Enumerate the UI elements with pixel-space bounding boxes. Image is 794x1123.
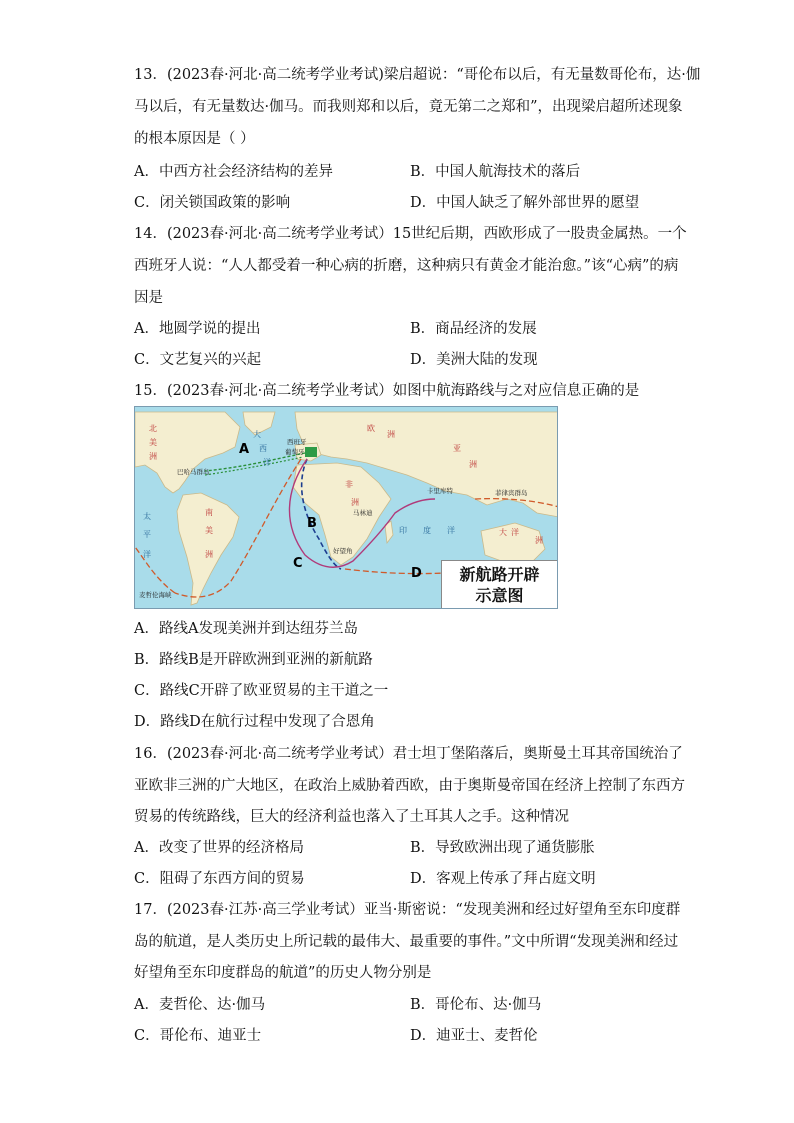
q16-option-c[interactable]: C．阻碍了东西方间的贸易 — [134, 871, 305, 887]
region-indian1: 印 — [399, 526, 407, 535]
region-africa2: 洲 — [351, 498, 359, 507]
region-asia1: 亚 — [453, 444, 461, 453]
region-pacific2: 平 — [143, 530, 151, 539]
place-bahamas: 巴哈马群岛 — [177, 468, 210, 476]
place-spain: 西班牙 — [287, 438, 307, 446]
q16-stem-line1: 16．(2023春·河北·高二统考学业考试）君士坦丁堡陷落后，奥斯曼土耳其帝国统治了 — [134, 746, 683, 762]
route-label-a: A — [239, 442, 250, 457]
q13-option-a[interactable]: A．中西方社会经济结构的差异 — [134, 164, 333, 180]
place-cape: 好望角 — [333, 547, 353, 555]
route-label-d: D — [411, 566, 422, 581]
region-pacific1: 太 — [143, 512, 151, 521]
region-atlantic3: 洋 — [263, 458, 271, 467]
region-atlantic1: 大 — [253, 430, 261, 439]
q14-stem-line1: 14．(2023春·河北·高二统考学业考试）15世纪后期，西欧形成了一股贵金属热。一个 — [134, 226, 687, 242]
q14-option-a[interactable]: A．地圆学说的提出 — [134, 321, 261, 337]
q17-stem-line3: 好望角至东印度群岛的航道”的历史人物分别是 — [134, 965, 432, 981]
place-malindi: 马林迪 — [353, 509, 373, 517]
region-africa1: 非 — [345, 480, 353, 489]
q13-option-b[interactable]: B．中国人航海技术的落后 — [410, 164, 581, 180]
place-portugal: 葡萄牙 — [285, 448, 305, 456]
region-asia2: 洲 — [469, 460, 477, 469]
q15-option-d[interactable]: D．路线D在航行过程中发现了合恩角 — [134, 714, 375, 730]
q14-option-d[interactable]: D．美洲大陆的发现 — [410, 352, 538, 368]
q13-stem-line2: 马以后，有无量数达·伽马。而我则郑和以后，竟无第二之郑和”，出现梁启超所述现象 — [134, 99, 683, 115]
place-calicut: 卡里库特 — [427, 487, 453, 495]
region-oceania1: 大 — [499, 528, 507, 537]
q17-stem-line1: 17．(2023春·江苏·高三学业考试）亚当·斯密说：“发现美洲和经过好望角至东印度群 — [134, 902, 681, 918]
q14-option-c[interactable]: C．文艺复兴的兴起 — [134, 352, 262, 368]
map-caption-line1: 新航路开辟 — [459, 565, 540, 584]
q17-option-c[interactable]: C．哥伦布、迪亚士 — [134, 1028, 262, 1044]
route-label-b: B — [307, 516, 317, 531]
q16-option-a[interactable]: A．改变了世界的经济格局 — [134, 840, 304, 856]
q16-stem-line3: 贸易的传统路线，巨大的经济利益也落入了土耳其人之手。这种情况 — [134, 809, 569, 825]
q15-option-b[interactable]: B．路线B是开辟欧洲到亚洲的新航路 — [134, 652, 373, 668]
iberia-highlight — [305, 447, 317, 457]
q16-option-b[interactable]: B．导致欧洲出现了通货膨胀 — [410, 840, 595, 856]
q16-option-d[interactable]: D．客观上传承了拜占庭文明 — [410, 871, 596, 887]
region-continent2: 洲 — [205, 550, 213, 559]
q14-option-b[interactable]: B．商品经济的发展 — [410, 321, 537, 337]
region-continent1: 洲 — [149, 452, 157, 461]
region-indian2: 度 — [423, 526, 431, 535]
map-caption — [441, 560, 557, 608]
map-caption-line2: 示意图 — [475, 586, 524, 605]
region-indian3: 洋 — [447, 526, 455, 535]
q14-stem-line3: 因是 — [134, 290, 163, 306]
q17-stem-line2: 岛的航道，是人类历史上所记载的最伟大、最重要的事件。”文中所谓“发现美洲和经过 — [134, 934, 679, 950]
place-philippines: 菲律宾群岛 — [495, 489, 528, 497]
q15-stem-line1: 15．(2023春·河北·高二统考学业考试）如图中航海路线与之对应信息正确的是 — [134, 383, 640, 399]
region-america1: 美 — [149, 438, 157, 447]
q17-option-d[interactable]: D．迪亚士、麦哲伦 — [410, 1028, 538, 1044]
region-america2: 美 — [205, 526, 213, 535]
region-europe1: 欧 — [367, 424, 375, 433]
q13-option-d[interactable]: D．中国人缺乏了解外部世界的愿望 — [410, 195, 640, 211]
region-pacific3: 洋 — [143, 550, 151, 559]
q17-option-a[interactable]: A．麦哲伦、达·伽马 — [134, 997, 266, 1013]
q13-option-c[interactable]: C．闭关锁国政策的影响 — [134, 195, 291, 211]
q15-option-a[interactable]: A．路线A发现美洲并到达纽芬兰岛 — [134, 621, 358, 637]
q13-stem-line3: 的根本原因是（ ） — [134, 131, 255, 147]
region-europe2: 洲 — [387, 430, 395, 439]
place-magellan: 麦哲伦海峡 — [139, 591, 172, 599]
region-south: 南 — [205, 508, 213, 517]
region-oceania2: 洋 — [511, 528, 519, 537]
region-atlantic2: 西 — [259, 444, 267, 453]
region-north: 北 — [149, 424, 157, 433]
route-label-c: C — [293, 556, 303, 571]
q16-stem-line2: 亚欧非三洲的广大地区，在政治上威胁着西欧，由于奥斯曼帝国在经济上控制了东西方 — [134, 778, 685, 794]
q14-stem-line2: 西班牙人说：“人人都受着一种心病的折磨，这种病只有黄金才能治愈。”该“心病”的病 — [134, 258, 679, 274]
new-sea-routes-map — [134, 406, 558, 609]
region-oceania3: 洲 — [535, 536, 543, 545]
q15-option-c[interactable]: C．路线C开辟了欧亚贸易的主干道之一 — [134, 683, 389, 699]
q13-stem-line1: 13．(2023春·河北·高二统考学业考试)梁启超说：“哥伦布以后，有无量数哥伦布，达·伽 — [134, 67, 701, 83]
q17-option-b[interactable]: B．哥伦布、达·伽马 — [410, 997, 542, 1013]
